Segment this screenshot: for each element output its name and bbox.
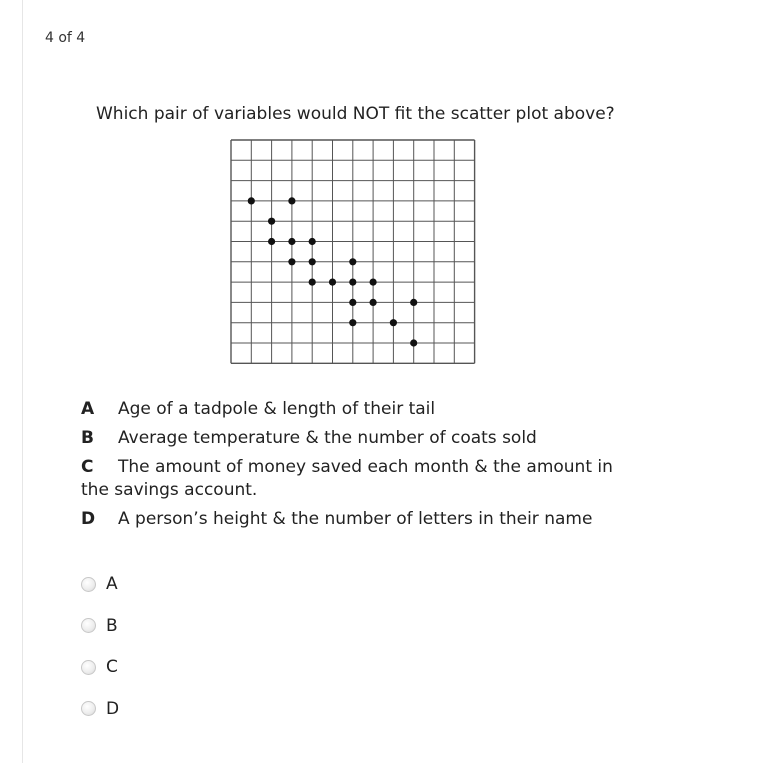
radio-button-b[interactable] bbox=[81, 618, 96, 633]
option-d[interactable] bbox=[81, 697, 119, 721]
choice-letter: D bbox=[81, 509, 96, 529]
choice-d bbox=[81, 508, 621, 531]
choice-letter: B bbox=[81, 428, 94, 448]
plot-grid bbox=[231, 140, 475, 363]
choice-text: The amount of money saved each month & the amount in the savings account. bbox=[81, 457, 613, 500]
choice-b bbox=[81, 427, 621, 450]
option-c[interactable] bbox=[81, 655, 119, 679]
choice-text: A person’s height & the number of letters in their name bbox=[118, 509, 593, 529]
radio-button-d[interactable] bbox=[81, 701, 96, 716]
option-label[interactable]: B bbox=[106, 615, 118, 636]
option-b[interactable] bbox=[81, 614, 119, 638]
option-label[interactable]: A bbox=[106, 574, 118, 594]
scatter-plot bbox=[225, 134, 481, 366]
scatter-point bbox=[349, 299, 356, 306]
choice-c bbox=[81, 456, 621, 502]
scatter-point bbox=[410, 299, 417, 306]
choice-letter: A bbox=[81, 399, 95, 419]
scatter-point bbox=[349, 319, 356, 326]
choice-text: Age of a tadpole & length of their tail bbox=[118, 399, 436, 419]
choice-a bbox=[81, 398, 621, 421]
left-border bbox=[22, 0, 23, 763]
scatter-point bbox=[410, 339, 417, 346]
scatter-point bbox=[370, 299, 377, 306]
radio-button-c[interactable] bbox=[81, 660, 96, 675]
scatter-point bbox=[329, 279, 336, 286]
choice-text: Average temperature & the number of coats sold bbox=[118, 428, 537, 448]
scatter-point bbox=[309, 238, 316, 245]
scatter-point bbox=[349, 258, 356, 265]
scatter-point bbox=[309, 258, 316, 265]
scatter-point bbox=[248, 197, 255, 204]
scatter-point bbox=[370, 279, 377, 286]
option-a[interactable] bbox=[81, 572, 119, 596]
question-counter: 4 of 4 bbox=[45, 30, 86, 46]
question-text: Which pair of variables would NOT fit the scatter plot above? bbox=[96, 104, 615, 124]
answer-choices bbox=[81, 398, 621, 537]
scatter-point bbox=[390, 319, 397, 326]
scatter-point bbox=[309, 279, 316, 286]
option-label[interactable]: C bbox=[106, 657, 118, 677]
answer-options bbox=[81, 572, 119, 738]
radio-button-a[interactable] bbox=[81, 577, 96, 592]
scatter-point bbox=[349, 279, 356, 286]
scatter-point bbox=[288, 238, 295, 245]
scatter-point bbox=[268, 218, 275, 225]
scatter-point bbox=[288, 197, 295, 204]
scatter-point bbox=[268, 238, 275, 245]
choice-letter: C bbox=[81, 457, 94, 477]
option-label[interactable]: D bbox=[106, 698, 120, 719]
scatter-point bbox=[288, 258, 295, 265]
